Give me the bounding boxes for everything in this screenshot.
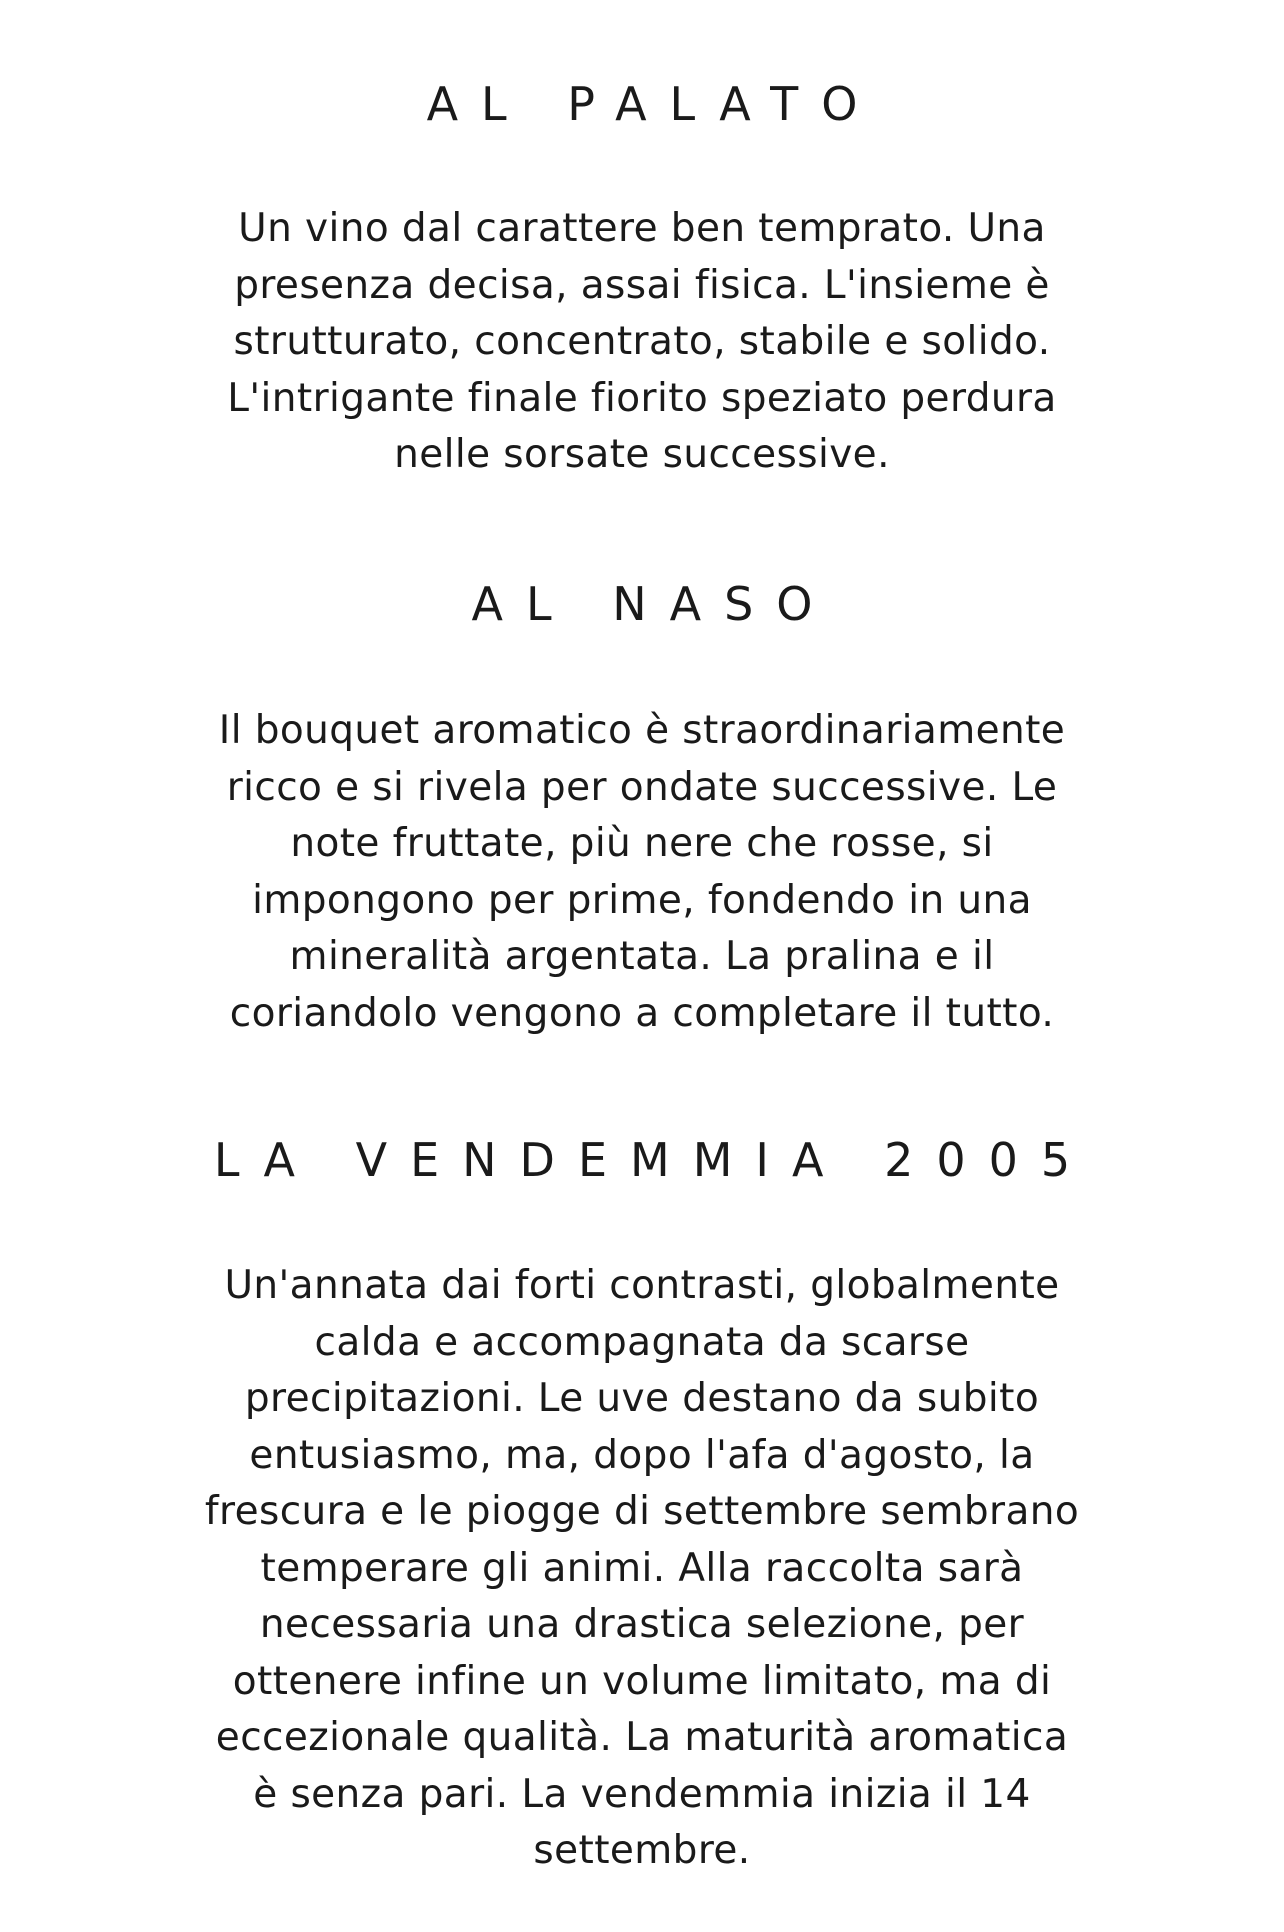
- section-text-vendemmia: Un'annata dai forti contrasti, globalmente calda e accompagnata da scarse precipitazioni. Le uve destano da subito entusiasmo, ma, dopo l'afa d'agosto, la frescura e le piogge di settembre sembrano temperare gli animi. Alla raccolta sarà necessaria una drastica selezione, per ottenere infine un volume limitato, ma di eccezionale qualità. La maturità aromatica è senza pari. La vendemmia inizia il 14 settembre.: [204, 1263, 1080, 1873]
- section-text-palato: Un vino dal carattere ben temprato. Una presenza decisa, assai fisica. L'insieme è strutturato, concentrato, stabile e solido. L'intrigante finale fiorito speziato perdura nelle sorsate successive.: [227, 206, 1057, 477]
- section-al-palato: [0, 76, 1284, 484]
- section-heading-palato: AL PALATO: [426, 77, 881, 131]
- section-heading-vendemmia: LA VENDEMMIA 2005: [213, 1133, 1094, 1187]
- section-heading-naso: AL NASO: [471, 577, 836, 631]
- section-vendemmia: [0, 1132, 1284, 1880]
- section-text-naso: Il bouquet aromatico è straordinariamente ricco e si rivela per ondate successive. Le note fruttate, più nere che rosse, si impongono per prime, fondendo in una mineralità argentata. La pralina e il coriandolo vengono a completare il tutto.: [218, 708, 1066, 1036]
- section-al-naso: [0, 576, 1284, 1042]
